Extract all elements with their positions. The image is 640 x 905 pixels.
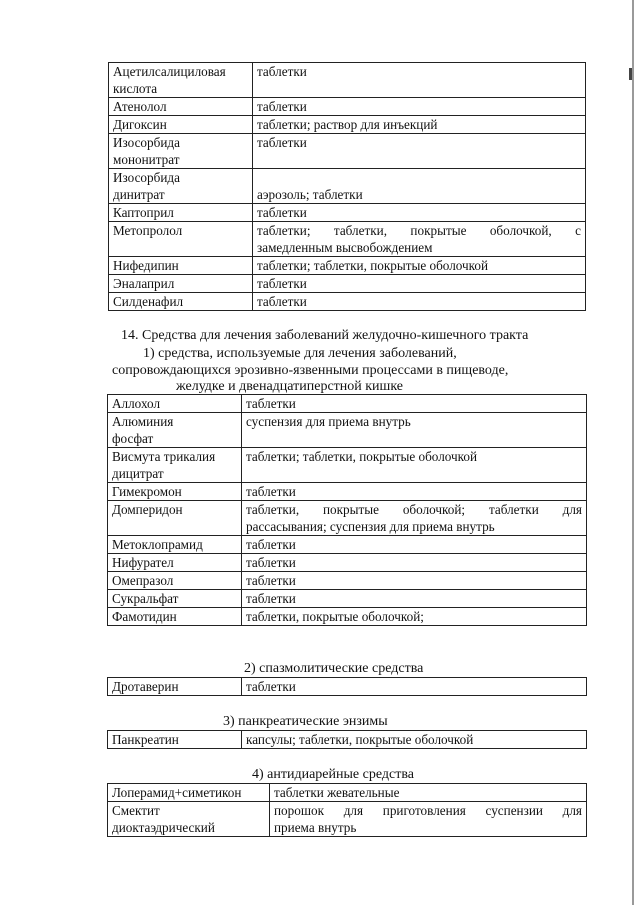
drug-name: Дигоксин xyxy=(113,117,167,132)
dosage-form-cell xyxy=(242,590,587,608)
dosage-form: таблетки; таблетки, покрытые оболочкой xyxy=(246,449,478,464)
drug-name: Панкреатин xyxy=(112,732,179,747)
table-row xyxy=(108,395,587,413)
section-14-title: 14. Средства для лечения заболеваний желудочно-кишечного тракта xyxy=(121,328,529,343)
drug-name-cell xyxy=(109,169,253,204)
table-row xyxy=(108,572,587,590)
drug-table-cardiovascular xyxy=(108,62,586,311)
dosage-form: таблетки xyxy=(257,294,307,309)
subsection-1-line-2: сопровождающихся эрозивно-язвенными процессами в пищеводе, xyxy=(112,363,509,378)
drug-name-cell xyxy=(109,275,253,293)
table-row xyxy=(109,293,586,311)
page-edge xyxy=(632,0,634,905)
drug-name: Гимекромон xyxy=(112,484,182,499)
table-row xyxy=(108,802,587,837)
dosage-form: таблетки жевательные xyxy=(274,785,400,800)
subsection-2-title: 2) спазмолитические средства xyxy=(244,661,424,676)
drug-name: Метоклопрамид xyxy=(112,537,203,552)
drug-name: кислота xyxy=(113,81,158,96)
table-row xyxy=(109,204,586,222)
drug-name: динитрат xyxy=(113,187,165,202)
drug-name: Изосорбида xyxy=(113,135,180,150)
table-row xyxy=(108,554,587,572)
drug-name-cell xyxy=(108,536,242,554)
dosage-form-cell xyxy=(253,169,586,204)
drug-name: Изосорбида xyxy=(113,170,180,185)
dosage-form: таблетки xyxy=(257,99,307,114)
drug-name-cell xyxy=(109,116,253,134)
dosage-form-cell xyxy=(242,731,587,749)
drug-name: Алюминия xyxy=(112,414,174,429)
drug-name: Эналаприл xyxy=(113,276,175,291)
drug-name-cell xyxy=(108,784,270,802)
dosage-form: таблетки, покрытые оболочкой; таблетки для xyxy=(246,502,582,517)
dosage-form: таблетки, покрытые оболочкой; xyxy=(246,609,424,624)
drug-name: Аллохол xyxy=(112,396,161,411)
dosage-form-cell xyxy=(242,608,587,626)
dosage-form: таблетки xyxy=(246,591,296,606)
drug-name: Лоперамид+симетикон xyxy=(112,785,242,800)
table-row xyxy=(108,590,587,608)
table-row xyxy=(108,731,587,749)
drug-name-cell xyxy=(108,501,242,536)
dosage-form: таблетки xyxy=(257,135,307,150)
drug-name: Метопролол xyxy=(113,223,183,238)
drug-name-cell xyxy=(109,257,253,275)
table-row xyxy=(108,483,587,501)
drug-name-cell xyxy=(108,395,242,413)
table-row xyxy=(108,536,587,554)
dosage-form-cell xyxy=(253,293,586,311)
drug-name-cell xyxy=(109,293,253,311)
drug-name-cell xyxy=(108,554,242,572)
dosage-form-cell xyxy=(253,257,586,275)
drug-name: Омепразол xyxy=(112,573,174,588)
table-row xyxy=(108,413,587,448)
dosage-form: таблетки xyxy=(246,396,296,411)
dosage-form-cell xyxy=(242,448,587,483)
scan-mark xyxy=(629,68,632,80)
dosage-form-cell xyxy=(253,204,586,222)
table-row xyxy=(109,275,586,293)
drug-name: Нифурател xyxy=(112,555,174,570)
subsection-1-line-3: желудке и двенадцатиперстной кишке xyxy=(176,379,404,394)
dosage-form: таблетки xyxy=(257,205,307,220)
drug-table-antispasmodic xyxy=(107,677,587,696)
dosage-form-cell xyxy=(253,63,586,98)
drug-name-cell xyxy=(109,63,253,98)
drug-name-cell xyxy=(108,483,242,501)
drug-name: Ацетилсалициловая xyxy=(113,64,226,79)
drug-name-cell xyxy=(108,731,242,749)
drug-name: Фамотидин xyxy=(112,609,177,624)
dosage-form: таблетки xyxy=(246,537,296,552)
dosage-form-cell xyxy=(242,554,587,572)
dosage-form-cell xyxy=(253,275,586,293)
dosage-form-cell xyxy=(242,678,587,696)
dosage-form-cell xyxy=(242,395,587,413)
dosage-form: таблетки; раствор для инъекций xyxy=(257,117,438,132)
dosage-form: суспензия для приема внутрь xyxy=(246,414,411,429)
dosage-form: порошок для приготовления суспензии для xyxy=(274,803,582,818)
dosage-form: таблетки xyxy=(246,484,296,499)
drug-name-cell xyxy=(108,802,270,837)
dosage-form: таблетки xyxy=(246,555,296,570)
drug-name-cell xyxy=(108,572,242,590)
dosage-form-cell xyxy=(270,784,587,802)
dosage-form: замедленным высвобождением xyxy=(257,240,433,255)
drug-name-cell xyxy=(108,413,242,448)
dosage-form-cell xyxy=(253,134,586,169)
table-row xyxy=(108,448,587,483)
drug-name: Каптоприл xyxy=(113,205,174,220)
dosage-form: рассасывания; суспензия для приема внутрь xyxy=(246,519,495,534)
table-row xyxy=(109,63,586,98)
table-row xyxy=(108,501,587,536)
drug-name-cell xyxy=(109,98,253,116)
drug-name: Висмута трикалия xyxy=(112,449,216,464)
drug-name: Сукральфат xyxy=(112,591,179,606)
dosage-form-cell xyxy=(253,116,586,134)
dosage-form: капсулы; таблетки, покрытые оболочкой xyxy=(246,732,474,747)
dosage-form: таблетки; таблетки, покрытые оболочкой xyxy=(257,258,489,273)
dosage-form: таблетки xyxy=(246,573,296,588)
drug-name: Домперидон xyxy=(112,502,183,517)
drug-name: дицитрат xyxy=(112,466,164,481)
table-row xyxy=(108,608,587,626)
table-row xyxy=(109,98,586,116)
table-row xyxy=(109,169,586,204)
dosage-form-cell xyxy=(242,483,587,501)
table-row xyxy=(109,134,586,169)
table-row xyxy=(109,116,586,134)
drug-name: Нифедипин xyxy=(113,258,179,273)
dosage-form-cell xyxy=(253,222,586,257)
dosage-form: таблетки xyxy=(246,679,296,694)
dosage-form: приема внутрь xyxy=(274,820,357,835)
dosage-form-cell xyxy=(242,413,587,448)
drug-table-ulcer xyxy=(107,394,587,626)
dosage-form: таблетки xyxy=(257,276,307,291)
dosage-form-cell xyxy=(253,98,586,116)
drug-name: диоктаэдрический xyxy=(112,820,215,835)
drug-name: Дротаверин xyxy=(112,679,179,694)
subsection-3-title: 3) панкреатические энзимы xyxy=(223,714,388,729)
table-row xyxy=(109,222,586,257)
drug-name-cell xyxy=(108,590,242,608)
table-row xyxy=(108,678,587,696)
subsection-1-line-1: 1) средства, используемые для лечения заболеваний, xyxy=(143,346,457,361)
drug-name: Силденафил xyxy=(113,294,184,309)
drug-name: мононитрат xyxy=(113,152,180,167)
subsection-4-title: 4) антидиарейные средства xyxy=(252,767,414,782)
table-row xyxy=(108,784,587,802)
dosage-form: таблетки xyxy=(257,64,307,79)
drug-name-cell xyxy=(109,134,253,169)
drug-name: фосфат xyxy=(112,431,154,446)
drug-name: Смектит xyxy=(112,803,160,818)
drug-table-pancreatic xyxy=(107,730,587,749)
dosage-form-cell xyxy=(242,501,587,536)
drug-table-antidiarrheal xyxy=(107,783,587,837)
dosage-form-cell xyxy=(242,536,587,554)
drug-name-cell xyxy=(108,678,242,696)
dosage-form: таблетки; таблетки, покрытые оболочкой, с xyxy=(257,223,581,238)
dosage-form-cell xyxy=(242,572,587,590)
drug-name-cell xyxy=(108,448,242,483)
dosage-form: аэрозоль; таблетки xyxy=(257,187,363,202)
drug-name-cell xyxy=(109,204,253,222)
drug-name-cell xyxy=(109,222,253,257)
drug-name-cell xyxy=(108,608,242,626)
drug-name: Атенолол xyxy=(113,99,167,114)
table-row xyxy=(109,257,586,275)
dosage-form-cell xyxy=(270,802,587,837)
